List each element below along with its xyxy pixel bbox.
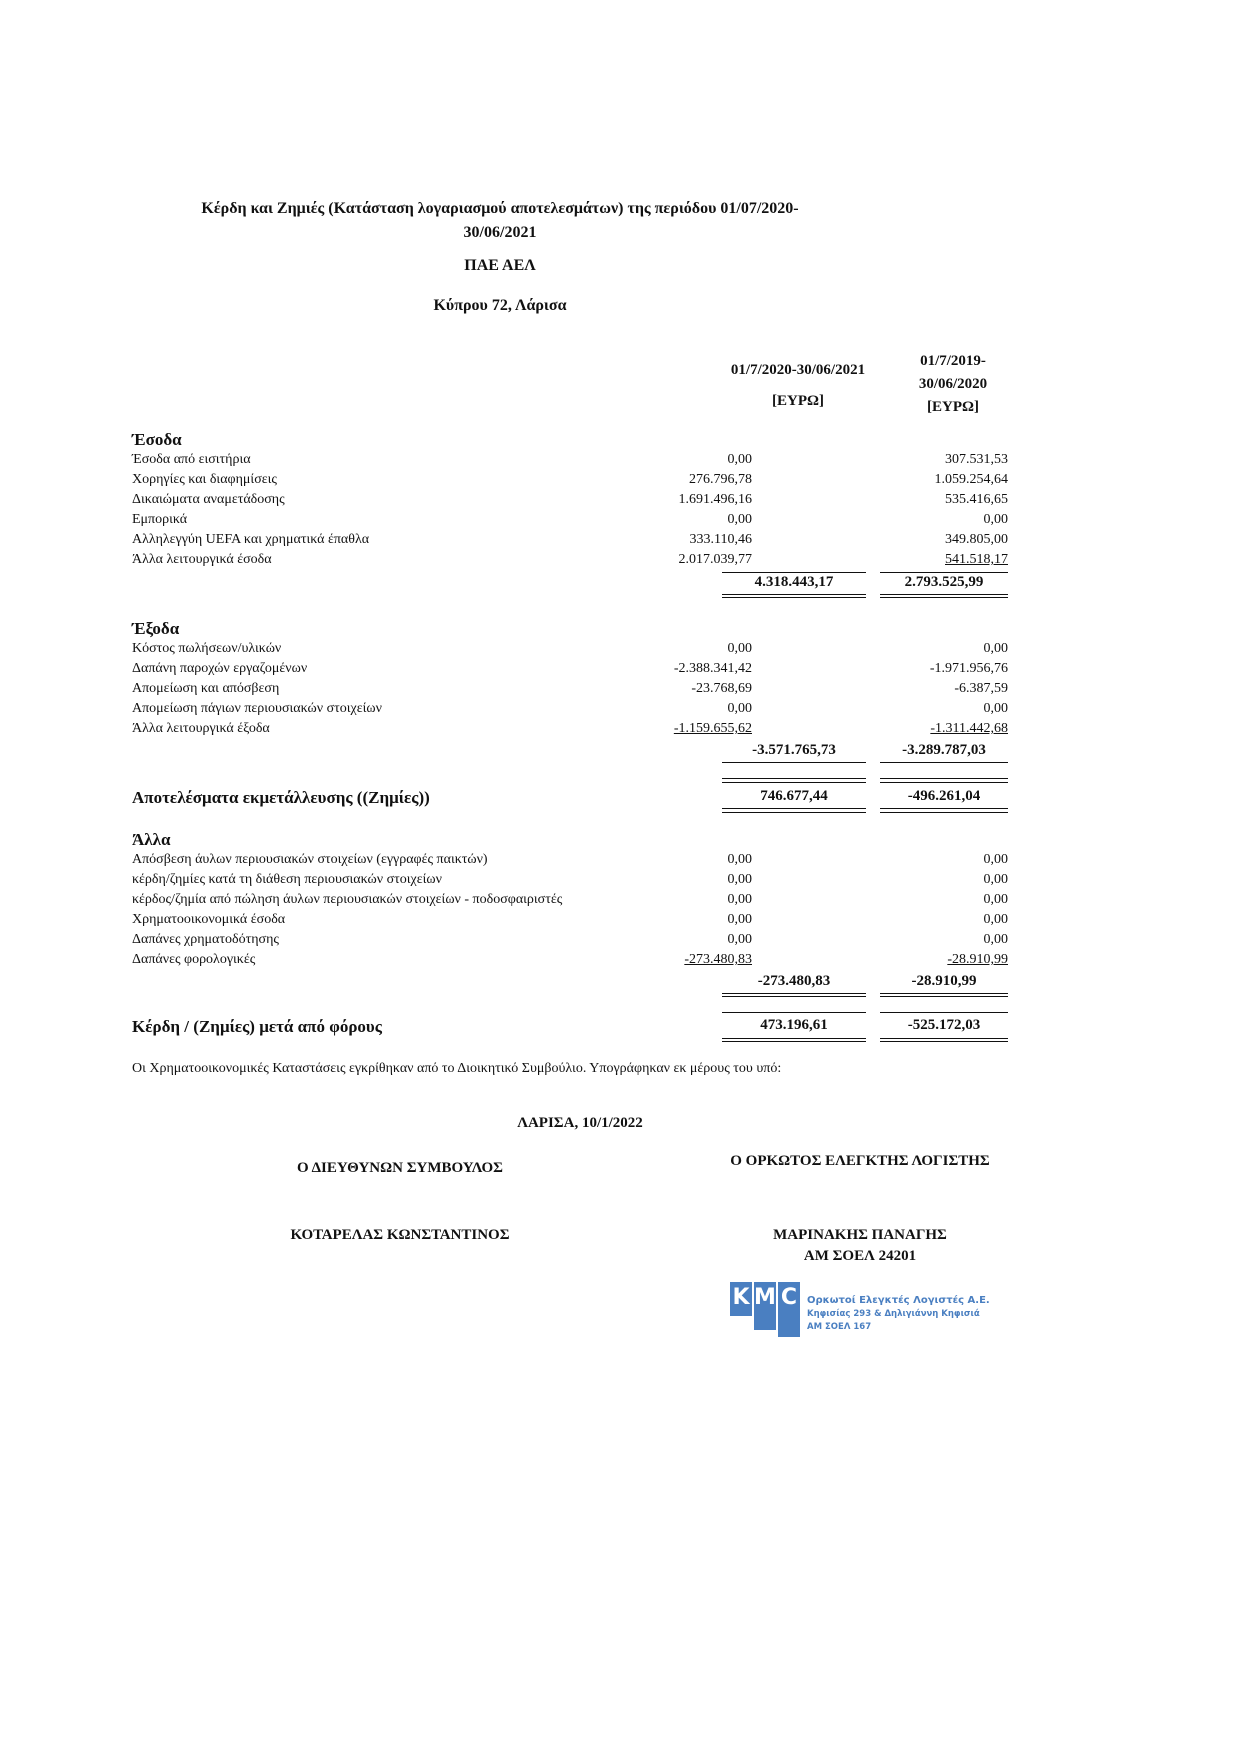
row-value-current: 276.796,78 [689, 472, 752, 487]
table-row [132, 872, 1008, 892]
expenses-total-current: -3.571.765,73 [752, 742, 836, 758]
table-row [132, 912, 1008, 932]
operating-rule [880, 812, 1008, 813]
row-value-prior: 1.059.254,64 [934, 472, 1008, 487]
logo-letter: K [732, 1285, 750, 1310]
row-value-prior: 0,00 [983, 912, 1008, 927]
table-row [132, 452, 1008, 472]
net-rule [722, 1038, 866, 1039]
col1-currency: [ΕΥΡΩ] [771, 393, 824, 409]
row-label: Δαπάνη παροχών εργαζομένων [132, 661, 308, 676]
column-header-current [713, 359, 883, 413]
row-label: Απόσβεση άυλων περιουσιακών στοιχείων (εγγραφές παικτών) [132, 852, 488, 867]
total-double-rule [880, 594, 1008, 595]
row-value-current: 0,00 [727, 912, 752, 927]
other-total-current: -273.480,83 [757, 973, 831, 989]
row-value-prior: 0,00 [983, 701, 1008, 716]
row-label: κέρδος/ζημία από πώληση άυλων περιουσιακών στοιχείων - ποδοσφαιριστές [132, 892, 563, 907]
operating-rule [880, 782, 1008, 783]
table-row [132, 532, 1008, 552]
logo-address: Κηφισίας 293 & Δηλιγιάννη Κηφισιά [807, 1309, 980, 1319]
row-value-current: 0,00 [727, 452, 752, 467]
table-row [132, 932, 1008, 952]
total-double-rule [722, 594, 866, 595]
row-label: κέρδη/ζημίες κατά τη διάθεση περιουσιακών στοιχείων [132, 872, 442, 887]
row-value-prior: 0,00 [983, 872, 1008, 887]
approval-note: Οι Χρηματοοικονομικές Καταστάσεις εγκρίθηκαν από το Διοικητικό Συμβούλιο. Υπογράφηκαν εκ μέρους του υπό: [132, 1061, 782, 1076]
total-double-rule [880, 996, 1008, 997]
table-row [132, 852, 1008, 872]
net-result-current: 473.196,61 [760, 1017, 828, 1033]
table-row [132, 512, 1008, 532]
row-value-prior: 349.805,00 [945, 532, 1008, 547]
col2-period-line2: 30/06/2020 [918, 376, 988, 392]
total-double-rule [722, 996, 866, 997]
col2-currency: [ΕΥΡΩ] [926, 399, 979, 415]
net-result-prior: -525.172,03 [907, 1017, 981, 1033]
section-heading-expenses: Έξοδα [132, 619, 180, 638]
row-value-prior: -1.971.956,76 [929, 661, 1008, 676]
row-value-prior: -28.910,99 [947, 952, 1008, 967]
row-label: Εμπορικά [132, 512, 188, 527]
total-double-rule [722, 597, 866, 598]
operating-rule [722, 808, 866, 809]
company-address: Κύπρου 72, Λάρισα [433, 297, 567, 314]
net-rule [880, 1038, 1008, 1039]
logo-letter: M [754, 1285, 776, 1310]
logo-registration: ΑΜ ΣΟΕΛ 167 [807, 1322, 872, 1332]
table-row [132, 472, 1008, 492]
signatory-left-name: ΚΟΤΑΡΕΛΑΣ ΚΩΝΣΤΑΝΤΙΝΟΣ [290, 1227, 510, 1243]
row-value-prior: 0,00 [983, 641, 1008, 656]
row-label: Άλλα λειτουργικά έσοδα [132, 552, 272, 567]
total-rule [880, 762, 1008, 763]
other-total-prior: -28.910,99 [911, 973, 977, 989]
row-value-prior: 535.416,65 [945, 492, 1008, 507]
total-double-rule [880, 993, 1008, 994]
row-label: Αλληλεγγύη UEFA και χρηματικά έπαθλα [132, 532, 370, 547]
row-label: Δικαιώματα αναμετάδοσης [132, 492, 285, 507]
title-line-2: 30/06/2021 [463, 224, 537, 241]
net-rule [880, 1041, 1008, 1042]
row-value-prior: -6.387,59 [954, 681, 1008, 696]
row-value-current: -273.480,83 [684, 952, 752, 967]
subtotal-rule [722, 572, 866, 573]
row-label: Απομείωση πάγιων περιουσιακών στοιχείων [132, 701, 382, 716]
section-heading-other: Άλλα [132, 830, 171, 849]
signatory-right-role: Ο ΟΡΚΩΤΟΣ ΕΛΕΓΚΤΗΣ ΛΟΓΙΣΤΗΣ [730, 1153, 990, 1169]
signatory-left-role: Ο ΔΙΕΥΘΥΝΩΝ ΣΥΜΒΟΥΛΟΣ [297, 1160, 503, 1176]
place-date: ΛΑΡΙΣΑ, 10/1/2022 [517, 1115, 643, 1131]
row-value-prior: 0,00 [983, 512, 1008, 527]
row-label: Κόστος πωλήσεων/υλικών [132, 641, 282, 656]
subtotal-rule [880, 572, 1008, 573]
col2-period-line1: 01/7/2019- [920, 353, 986, 369]
row-value-current: 0,00 [727, 872, 752, 887]
row-label: Δαπάνες χρηματοδότησης [132, 932, 279, 947]
total-double-rule [880, 597, 1008, 598]
logo-letter: C [780, 1285, 798, 1310]
operating-rule [880, 808, 1008, 809]
operating-result-current: 746.677,44 [760, 788, 828, 804]
row-value-current: 333.110,46 [689, 532, 752, 547]
auditor-logo [730, 1282, 990, 1342]
net-result-label: Κέρδη / (Ζημίες) μετά από φόρους [132, 1017, 382, 1036]
net-rule [722, 1012, 866, 1013]
row-value-current: 0,00 [727, 512, 752, 527]
title-line-1: Κέρδη και Ζημιές (Κατάσταση λογαριασμού αποτελεσμάτων) της περιόδου 01/07/2020- [201, 200, 799, 217]
table-row [132, 661, 1008, 681]
table-row [132, 721, 1008, 741]
total-rule [722, 762, 866, 763]
row-value-current: -2.388.341,42 [673, 661, 752, 676]
table-row [132, 952, 1008, 972]
operating-rule [722, 782, 866, 783]
column-header-prior [893, 350, 1013, 419]
operating-result-prior: -496.261,04 [907, 788, 981, 804]
table-row [132, 552, 1008, 572]
operating-rule [722, 778, 866, 779]
row-value-current: 0,00 [727, 641, 752, 656]
row-value-current: 0,00 [727, 852, 752, 867]
row-value-current: 0,00 [727, 932, 752, 947]
row-value-current: -1.159.655,62 [673, 721, 752, 736]
row-value-current: 0,00 [727, 892, 752, 907]
net-rule [722, 1041, 866, 1042]
row-label: Χορηγίες και διαφημίσεις [132, 472, 277, 487]
row-value-prior: 0,00 [983, 892, 1008, 907]
row-value-prior: 541.518,17 [945, 552, 1008, 567]
row-label: Άλλα λειτουργικά έξοδα [132, 721, 270, 736]
page-title [140, 197, 860, 245]
expenses-total-prior: -3.289.787,03 [902, 742, 986, 758]
table-row [132, 641, 1008, 661]
row-value-prior: 0,00 [983, 932, 1008, 947]
revenue-total-current: 4.318.443,17 [754, 574, 834, 590]
table-row [132, 892, 1008, 912]
row-value-current: 2.017.039,77 [678, 552, 752, 567]
operating-rule [722, 812, 866, 813]
row-value-prior: -1.311.442,68 [930, 721, 1008, 736]
operating-result-label: Αποτελέσματα εκμετάλλευσης ((Ζημίες)) [132, 788, 430, 807]
row-value-current: -23.768,69 [691, 681, 752, 696]
row-value-prior: 307.531,53 [945, 452, 1008, 467]
net-rule [880, 1012, 1008, 1013]
row-label: Χρηματοοικονομικά έσοδα [132, 912, 286, 927]
table-row [132, 492, 1008, 512]
total-double-rule [722, 993, 866, 994]
logo-company-name: Ορκωτοί Ελεγκτές Λογιστές Α.Ε. [807, 1295, 990, 1306]
row-value-current: 1.691.496,16 [678, 492, 752, 507]
row-label: Απομείωση και απόσβεση [132, 681, 280, 696]
row-label: Έσοδα από εισιτήρια [132, 452, 251, 467]
table-row [132, 681, 1008, 701]
row-value-current: 0,00 [727, 701, 752, 716]
operating-rule [880, 778, 1008, 779]
table-row [132, 701, 1008, 721]
section-heading-revenue: Έσοδα [132, 430, 182, 449]
row-label: Δαπάνες φορολογικές [132, 952, 256, 967]
company-name: ΠΑΕ ΑΕΛ [464, 257, 536, 274]
revenue-total-prior: 2.793.525,99 [904, 574, 984, 590]
col1-period: 01/7/2020-30/06/2021 [730, 362, 866, 378]
row-value-prior: 0,00 [983, 852, 1008, 867]
signatory-right-registration: ΑΜ ΣΟΕΛ 24201 [803, 1248, 917, 1264]
signatory-right-name: ΜΑΡΙΝΑΚΗΣ ΠΑΝΑΓΗΣ [773, 1227, 947, 1243]
